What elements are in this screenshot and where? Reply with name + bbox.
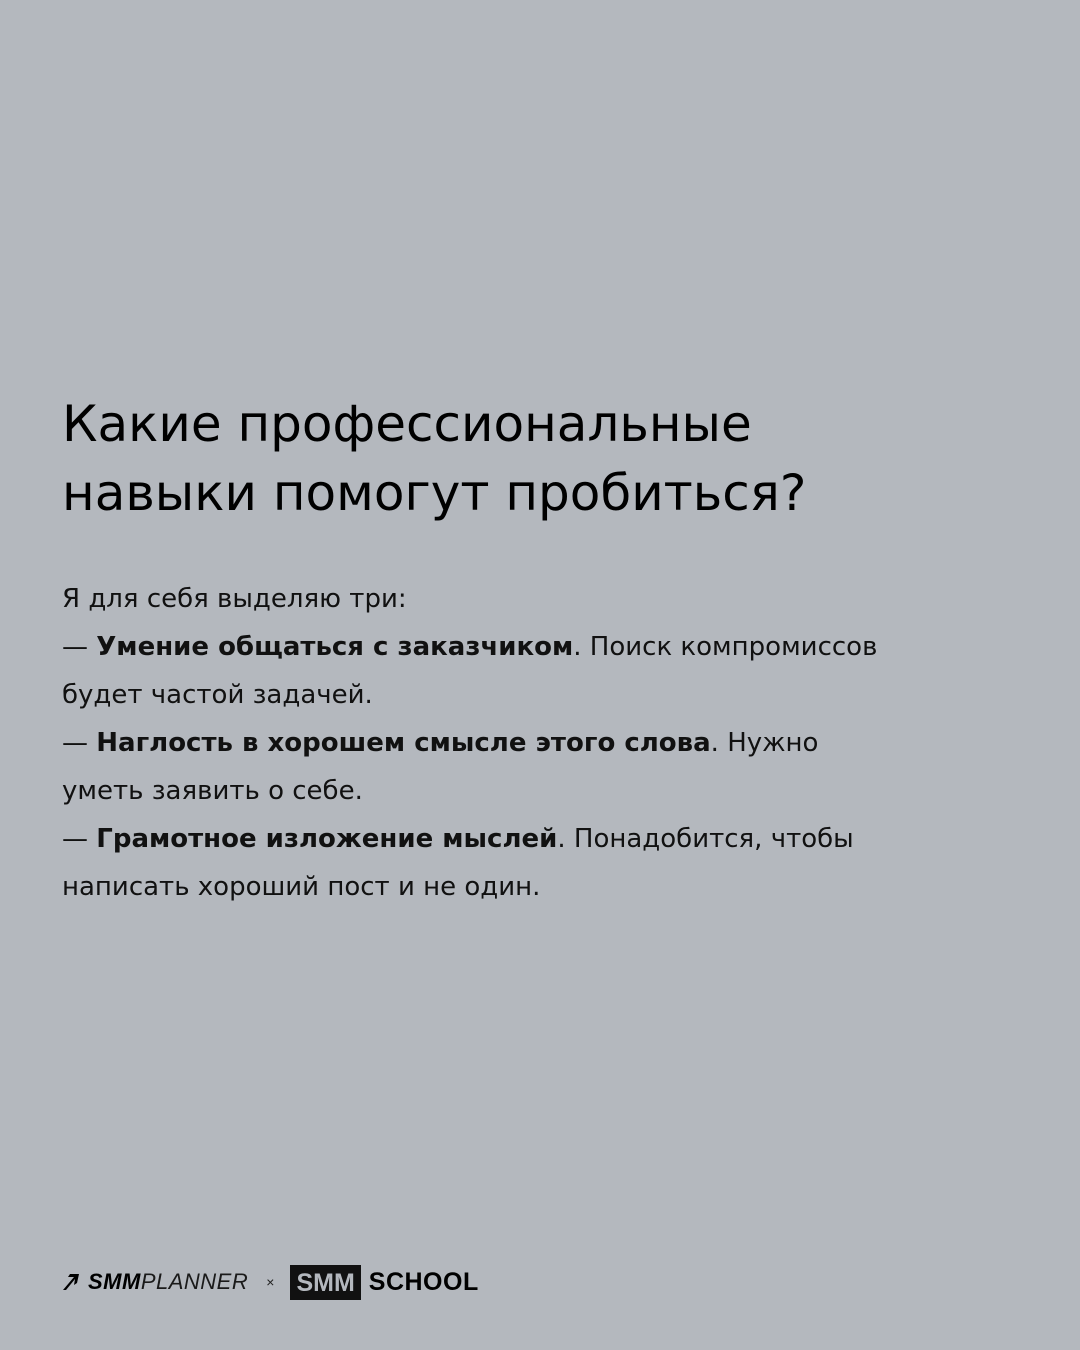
intro-line: Я для себя выделяю три:: [62, 584, 407, 614]
smmplanner-arrow-icon: [60, 1271, 82, 1293]
item-1-line-2: будет частой задачей.: [62, 680, 373, 710]
smm-school-logo-box: SMM: [290, 1265, 360, 1300]
smmplanner-logo-light: PLANNER: [140, 1269, 249, 1294]
item-2-dash: —: [62, 728, 97, 758]
content: [62, 390, 1022, 911]
item-2-line-2: уметь заявить о себе.: [62, 776, 363, 806]
item-3-line-2: написать хороший пост и не один.: [62, 872, 541, 902]
item-2-line-1: [62, 719, 1022, 767]
smmplanner-logo: [60, 1269, 248, 1295]
item-3-rest: . Понадобится, чтобы: [557, 824, 854, 854]
footer-logos: [60, 1262, 479, 1302]
headline: [62, 390, 1022, 528]
item-3-bold: Грамотное изложение мыслей: [96, 824, 558, 854]
headline-line-2: навыки помогут пробиться?: [62, 464, 807, 522]
item-1-rest: . Поиск компромиссов: [573, 632, 878, 662]
smm-school-logo-text: SCHOOL: [368, 1267, 479, 1296]
collab-times-sign: ×: [266, 1274, 275, 1290]
item-2-bold: Наглость в хорошем смысле этого слова: [96, 728, 711, 758]
item-1-line-1: [62, 623, 1022, 671]
headline-line-1: Какие профессиональные: [62, 395, 752, 453]
body-text: [62, 575, 1022, 911]
item-2-rest: . Нужно: [710, 728, 819, 758]
item-3-dash: —: [62, 824, 97, 854]
item-3-line-1: [62, 815, 1022, 863]
item-1-dash: —: [62, 632, 97, 662]
item-1-bold: Умение общаться с заказчиком: [96, 632, 574, 662]
smmplanner-logo-bold: SMM: [88, 1269, 141, 1294]
